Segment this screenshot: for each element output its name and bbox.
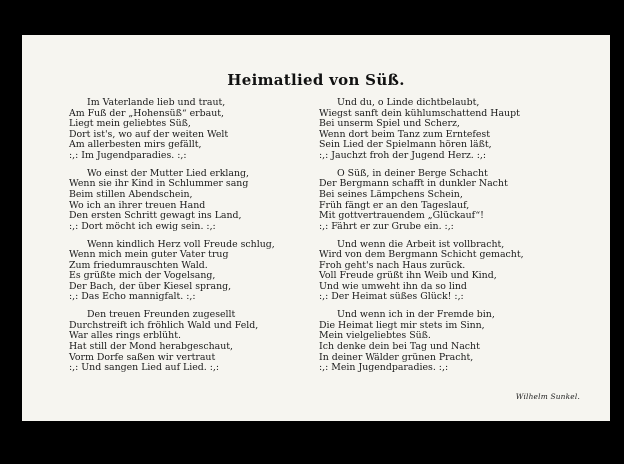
poem-line: :,: Und sangen Lied auf Lied. :,:: [69, 362, 220, 374]
poem-line: Dort ist's, wo auf der weiten Welt: [69, 128, 229, 140]
poem-line: Der Bergmann schafft in dunkler Nacht: [319, 178, 508, 190]
poem-line: Den ersten Schritt gewagt ins Land,: [69, 210, 242, 222]
poem-line: Mit gottvertrauendem „Glückauf“!: [319, 210, 484, 222]
poem-line: Wenn dort beim Tanz zum Erntefest: [319, 128, 490, 140]
poem-line: War alles rings erblüht.: [69, 330, 181, 342]
poem-line: :,: Mein Jugendparadies. :,:: [319, 362, 449, 374]
poem-line: Wenn kindlich Herz voll Freude schlug,: [87, 238, 275, 250]
poem-line: Die Heimat liegt mir stets im Sinn,: [319, 319, 485, 331]
poem-line: Sein Lied der Spielmann hören läßt,: [319, 139, 492, 151]
left-column: [69, 98, 319, 381]
poem-line: :,: Jauchzt froh der Jugend Herz. :,:: [319, 149, 487, 161]
poem-line: Und wenn ich in der Fremde bin,: [337, 309, 495, 321]
poem-title: Heimatlied von Süß.: [227, 71, 405, 89]
poem-line: :,: Der Heimat süßes Glück! :,:: [319, 291, 464, 303]
poem-line: Es grüßte mich der Vogelsang,: [69, 270, 216, 282]
poem-line: Liegt mein geliebtes Süß,: [69, 118, 191, 130]
stanza: [319, 240, 599, 304]
poem-line: Wenn mich mein guter Vater trug: [69, 249, 229, 261]
stanza: [69, 169, 319, 233]
poem-line: Bei unserm Spiel und Scherz,: [319, 118, 460, 130]
stanza: [69, 310, 319, 374]
poem-line: Hat still der Mond herabgeschaut,: [69, 341, 234, 353]
author-signature: Wilhelm Sunkel.: [515, 392, 580, 401]
poem-line: Ich denke dein bei Tag und Nacht: [319, 341, 480, 353]
poem-line: Voll Freude grüßt ihn Weib und Kind,: [319, 270, 497, 282]
poem-line: Im Vaterlande lieb und traut,: [87, 97, 226, 108]
poem-line: Beim stillen Abendschein,: [69, 188, 193, 200]
poem-line: O Süß, in deiner Berge Schacht: [337, 167, 488, 179]
stanza: [319, 169, 599, 233]
poem-line: Und wie umweht ihn da so lind: [319, 280, 467, 292]
poem-line: Wiegst sanft dein kühlumschattend Haupt: [319, 107, 520, 119]
stanza: [69, 240, 319, 304]
poem-line: :,: Im Jugendparadies. :,:: [69, 149, 187, 161]
stanza: [319, 98, 599, 162]
poem-line: Vorm Dorfe saßen wir vertraut: [69, 351, 216, 363]
poem-line: Bei seines Lämpchens Schein,: [319, 188, 463, 200]
poem-line: Zum friedumrauschten Wald.: [69, 259, 208, 271]
poem-line: Den treuen Freunden zugesellt: [87, 309, 236, 321]
poem-line: :,: Fährt er zur Grube ein. :,:: [319, 220, 454, 232]
poem-line: Wo einst der Mutter Lied erklang,: [87, 167, 250, 179]
poem-line: Durchstreift ich fröhlich Wald und Feld,: [69, 319, 259, 331]
poem-line: Wo ich an ihrer treuen Hand: [69, 199, 206, 211]
poem-line: In deiner Wälder grünen Pracht,: [319, 351, 474, 363]
poem-line: Froh geht's nach Haus zurück.: [319, 259, 466, 271]
poem-line: Früh fängt er an den Tageslauf,: [319, 199, 470, 211]
poem-line: Mein vielgeliebtes Süß.: [319, 330, 431, 342]
stanza: [319, 310, 599, 374]
stanza: [69, 98, 319, 162]
poem-line: :,: Dort möcht ich ewig sein. :,:: [69, 220, 216, 232]
poem-line: Wird von dem Bergmann Schicht gemacht,: [319, 249, 524, 261]
right-column: [319, 98, 599, 381]
poem-line: :,: Das Echo mannigfalt. :,:: [69, 291, 196, 303]
postcard: [22, 35, 610, 421]
poem-line: Der Bach, der über Kiesel sprang,: [69, 280, 232, 292]
poem-line: Und wenn die Arbeit ist vollbracht,: [337, 238, 505, 250]
poem-line: Am Fuß der „Hohensüß“ erbaut,: [69, 107, 225, 119]
poem-line: Wenn sie ihr Kind in Schlummer sang: [69, 178, 249, 190]
poem-line: Und du, o Linde dichtbelaubt,: [337, 97, 480, 108]
poem-line: Am allerbesten mirs gefällt,: [69, 139, 202, 151]
